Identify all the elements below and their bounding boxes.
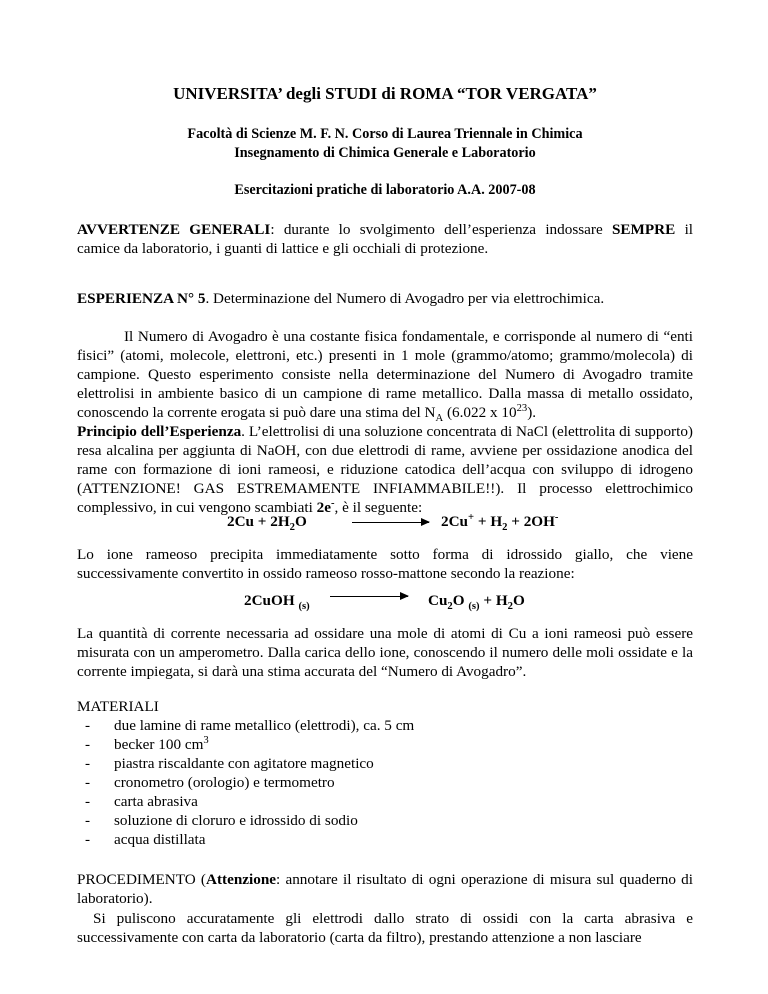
intro-paragraph: [77, 327, 693, 425]
materials-list: [77, 716, 693, 849]
list-item: - soluzione di cloruro e idrossido di sodio: [85, 812, 358, 829]
academic-year-line: Esercitazioni pratiche di laboratorio A.A. 2007-08: [234, 182, 536, 198]
intro-sub: A: [435, 413, 444, 425]
intro-exp: 23: [516, 402, 528, 414]
principle-paragraph: [77, 422, 693, 517]
reaction-2-arrow: [330, 596, 408, 597]
list-item: - cronometro (orologio) e termometro: [85, 774, 335, 791]
principle-text: . L’elettrolisi di una soluzione concentrata di NaCl (elettrolita di supporto) resa alcalina per aggiunta di NaOH, con due elettrodi di rame, avviene per ossidazione anodica del rame con formazione di ioni rameosi, e riduzione catodica dell’acqua con sviluppo di idrogeno (ATTENZIONE! GAS ESTREMAMENTE INFIAMMABILE!!). Il processo elettrochimico complessivo, in cui vengono scambiati: [77, 423, 693, 516]
reaction-1-reactants: $2Cu + 2H_2O$: [227, 513, 307, 534]
procedure-paragraph: Si puliscono accuratamente gli elettrodi dallo strato di ossidi con la carta abrasiva e successivamente con carta da laboratorio (carta da filtro), prestando attenzione a non lasciare: [77, 910, 693, 946]
materials-section: [77, 697, 693, 849]
intro-end: ).: [527, 404, 537, 421]
intro-value: (6.022 x 10: [443, 404, 517, 421]
list-item: - carta abrasiva: [85, 793, 198, 810]
quantity-paragraph: La quantità di corrente necessaria ad ossidare una mole di atomi di Cu a ioni rameosi può essere misurata con un amperometro. Dalla carica dello ione, conoscendo il numero delle moli ossidate e la corrente impiegata, si darà una stima accurata del “Numero di Avogadro”.: [77, 625, 693, 680]
reaction-1-products: $2Cu^+ + H_2 + 2OH^-$: [441, 511, 559, 534]
materials-title: MATERIALI: [77, 698, 159, 715]
university-title: UNIVERSITA’ degli STUDI di ROMA “TOR VERGATA”: [173, 84, 597, 103]
procedure-attention: Attenzione: [206, 871, 277, 888]
reaction-2-products: $Cu_2O$ $_{(s)} + H_2O$: [428, 592, 525, 613]
experiment-title: . Determinazione del Numero di Avogadro per via elettrochimica.: [205, 290, 605, 307]
reaction-1-arrow: [352, 522, 429, 523]
list-item: - becker 100 $cm^3$: [85, 734, 209, 753]
experiment-label: ESPERIENZA N° 5: [77, 290, 206, 307]
procedure-heading: PROCEDIMENTO (Attenzione: annotare il risultato di ogni operazione di misura sul quaderno di laboratorio).: [77, 871, 693, 907]
list-item: - piastra riscaldante con agitatore magnetico: [85, 755, 374, 772]
principle-label: Principio dell’Esperienza: [77, 423, 242, 440]
principle-end: , è il seguente:: [334, 499, 423, 516]
experiment-heading: [77, 289, 693, 308]
warnings-text-before: : durante lo svolgimento dell’esperienza indossare: [270, 221, 612, 238]
general-warnings: [77, 220, 693, 258]
faculty-line: Facoltà di Scienze M. F. N. Corso di Laurea Triennale in Chimica: [187, 126, 583, 142]
list-item: - due lamine di rame metallico (elettrodi), ca. 5 cm: [85, 717, 415, 734]
intro-text: Il Numero di Avogadro è una costante fisica fondamentale, e corrisponde al numero di “enti fisici” (atomi, molecole, elettroni, etc.) presenti in 1 mole (grammo/atomo; grammo/molecola) di campione. Questo esperimento consiste nella determinazione del Numero di Avogadro tramite elettrolisi in ambiente basico di un campione di rame metallico. Dalla massa di metallo ossidato, conoscendo la corrente erogata si può dare una stima del N: [77, 328, 693, 421]
warnings-label: AVVERTENZE GENERALI: [77, 221, 271, 238]
list-item: - acqua distillata: [85, 831, 206, 848]
reaction-2-reactants: 2CuOH $_{(s)}$: [244, 592, 310, 613]
principle-electrons: 2e-: [316, 497, 335, 516]
course-line: Insegnamento di Chimica Generale e Laboratorio: [234, 145, 536, 161]
precipitation-paragraph: Lo ione rameoso precipita immediatamente sotto forma di idrossido giallo, che viene successivamente convertito in ossido rameoso rosso-mattone secondo la reazione:: [77, 546, 693, 582]
warnings-emphasis: SEMPRE: [611, 221, 676, 238]
warnings-text-after: il camice da laboratorio, i guanti di lattice e gli occhiali di protezione.: [77, 221, 694, 257]
